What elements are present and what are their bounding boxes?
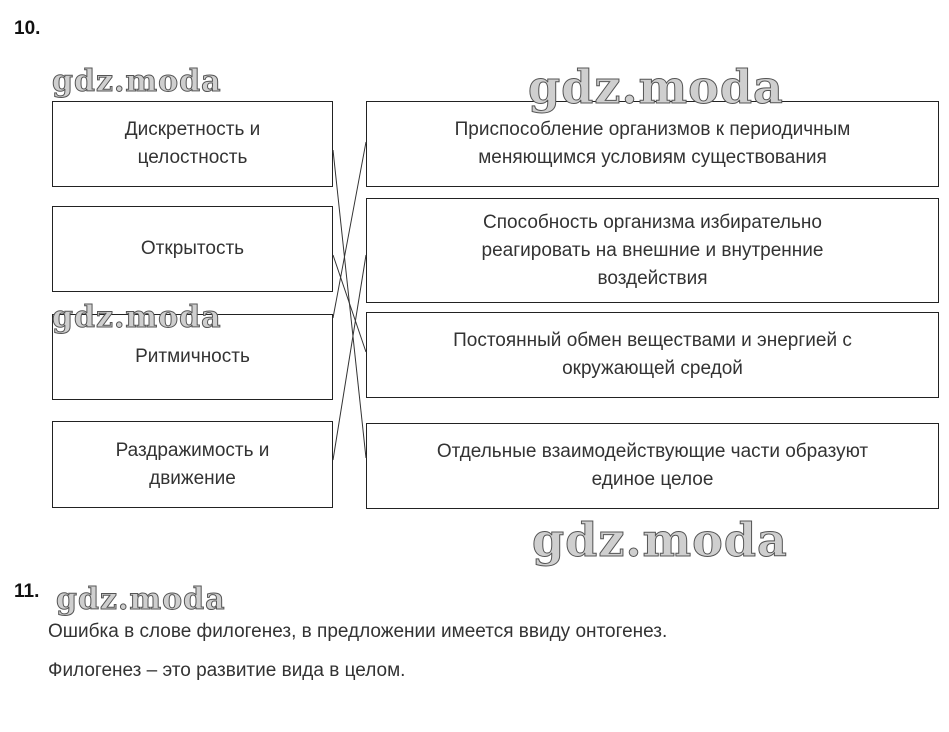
watermark-logo: gdz.moda (56, 582, 226, 617)
task-11-answer-line-1: Ошибка в слове филогенез, в предложении имеется ввиду онтогенез. (48, 621, 668, 642)
left-box-3-text: Ритмичность (135, 346, 250, 367)
right-box-1-text: Приспособление организмов к периодичным меняющимся условиям существования (454, 119, 851, 168)
task-10-number: 10. (14, 18, 41, 39)
watermark-logo: gdz.moda (52, 64, 222, 99)
left-box-2-text: Открытость (140, 238, 245, 259)
watermark-logo: gdz.moda (532, 513, 788, 567)
watermark-logo: gdz.moda (528, 60, 784, 114)
left-box-4-text: Раздражимость и движение (115, 439, 270, 489)
match-line-2 (333, 255, 366, 352)
right-box-4-text: Отдельные взаимодействующие части образуют единое целое (436, 441, 869, 490)
match-line-4 (333, 255, 366, 460)
right-box-3-text: Постоянный обмен веществами и энергией с окружающей средой (453, 330, 852, 379)
task-11-answer-line-2: Филогенез – это развитие вида в целом. (48, 660, 406, 681)
right-box-2-text: Способность организма избирательно реагировать на внешние и внутренние воздействия (481, 211, 824, 289)
watermark-logo: gdz.moda (52, 300, 222, 335)
task-11-number: 11. (14, 581, 40, 602)
left-box-1-text: Дискретность и целостность (124, 119, 261, 168)
match-line-3 (333, 142, 366, 318)
